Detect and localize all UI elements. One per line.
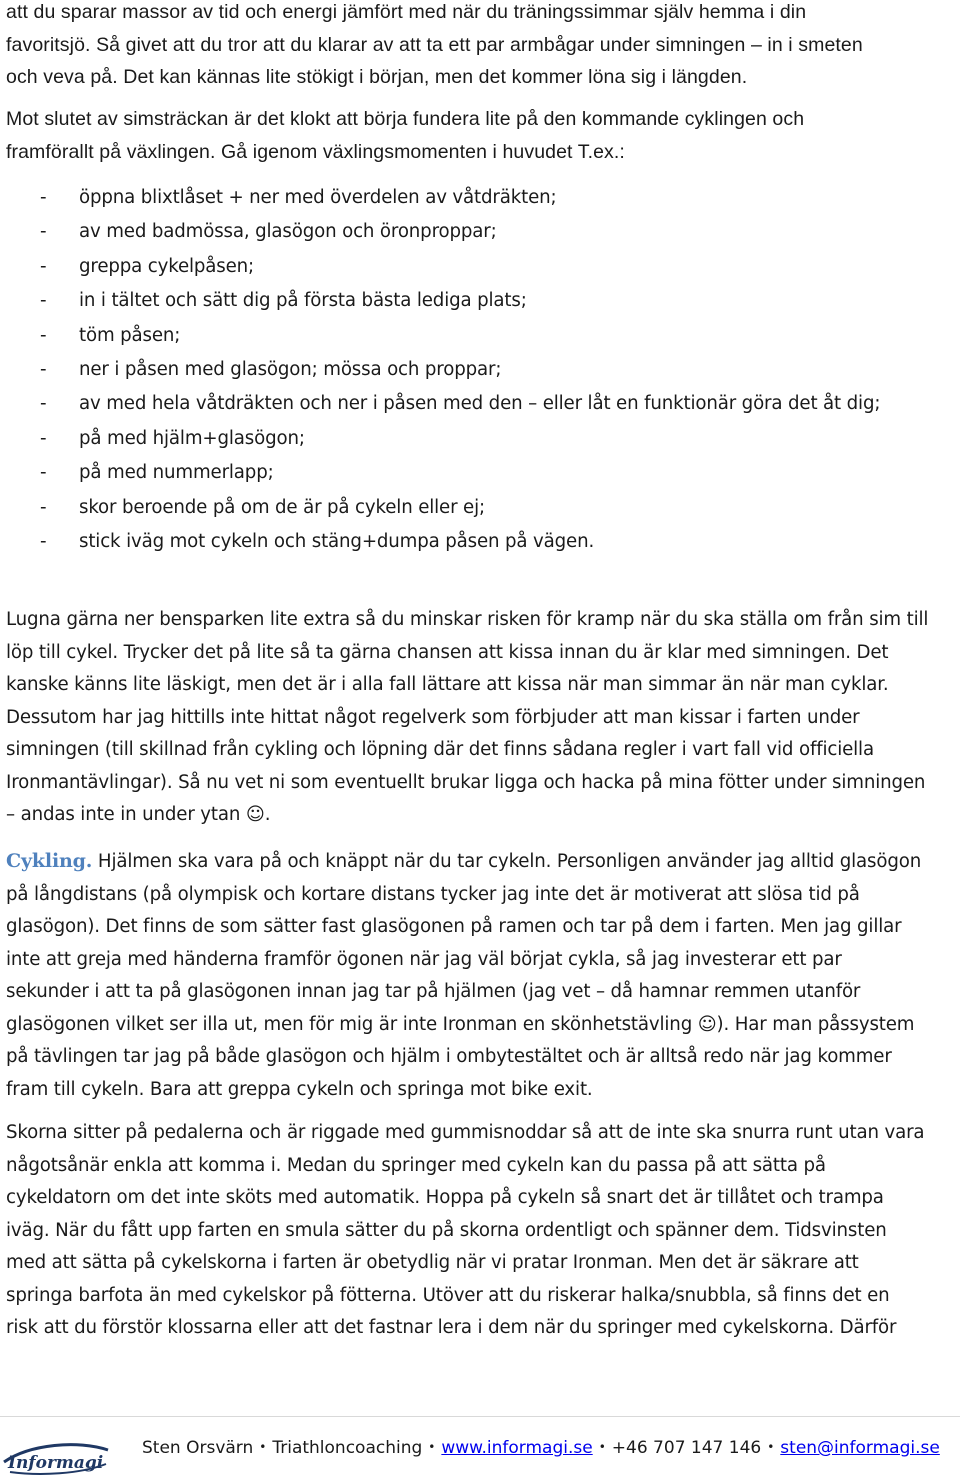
bullet-dash: -: [40, 255, 47, 277]
bullet-dash: -: [40, 187, 47, 208]
text-line: löp till cykel. Trycker det på lite så ta gärna chansen att kissa innan du är klar med simningen. Det: [6, 641, 889, 663]
text-line: på tävlingen tar jag på både glasögon och hjälm i ombytestältet och är alltså redo när jag kommer: [6, 1046, 892, 1067]
separator-dot: •: [259, 1440, 267, 1454]
separator-dot: •: [428, 1440, 436, 1454]
separator-dot: •: [767, 1440, 775, 1454]
list-item-text: stick iväg mot cykeln och stäng+dumpa påsen på vägen.: [79, 531, 595, 553]
logo-text: Informagi: [8, 1453, 104, 1473]
email-link[interactable]: sten@informagi.se: [780, 1438, 940, 1458]
intro-paragraph: [6, 0, 960, 94]
list-item-text: av med hela våtdräkten och ner i påsen med den – eller låt en funktionär göra det åt dig;: [79, 393, 881, 415]
informagi-logo: [0, 1432, 112, 1480]
text-line: att du sparar massor av tid och energi jämfört med när du träningssimmar själv hemma i din: [6, 1, 807, 23]
text-line: framförallt på växlingen. Gå igenom växlingsmomenten i huvudet T.ex.:: [6, 140, 625, 163]
list-item: [6, 491, 960, 525]
bullet-dash: -: [40, 496, 47, 518]
text-line: cykeldatorn om det inte sköts med automatik. Hoppa på cykeln så snart det är tillåtet och trampa: [6, 1187, 884, 1208]
text-line: risk att du förstör klossarna eller att det fastnar lera i dem när du springer med cykelskorna. Därför: [6, 1317, 897, 1338]
list-item-text: skor beroende på om de är på cykeln eller ej;: [79, 496, 485, 518]
text-line: inte att greja med händerna framför ögonen när jag väl börjat cykla, så jag investerar ett par: [6, 948, 842, 970]
text-line: någotsånär enkla att komma i. Medan du springer med cykeln kan du passa på att sätta på: [6, 1154, 826, 1176]
text-line: simningen (till skillnad från cykling och löpning där det finns sådana regler i vart fall vid officiella: [6, 739, 874, 760]
list-item: [6, 353, 960, 387]
bullet-dash: -: [40, 462, 47, 484]
text-line: Skorna sitter på pedalerna och är riggade med gummisnoddar så att de inte ska snurra runt utan vara: [6, 1122, 925, 1143]
shoes-paragraph: [6, 1117, 960, 1345]
list-item-text: töm påsen;: [79, 324, 181, 346]
text-line: – andas inte in under ytan ☺.: [6, 804, 271, 825]
phone-number: +46 707 147 146: [611, 1438, 762, 1458]
text-line: och veva på. Det kan kännas lite stökigt i början, men det kommer löna sig i längden.: [6, 66, 748, 88]
list-item: [6, 215, 960, 249]
bullet-dash: -: [40, 393, 47, 415]
text-line: Ironmantävlingar). Så nu vet ni som eventuellt brukar ligga och hacka på mina fötter under simningen: [6, 771, 926, 793]
list-item: [6, 181, 960, 215]
list-item-text: av med badmössa, glasögon och öronproppar;: [79, 221, 497, 243]
list-item-text: greppa cykelpåsen;: [79, 255, 255, 277]
bullet-dash: -: [40, 221, 47, 243]
bullet-dash: -: [40, 531, 47, 553]
transition-steps-list: [6, 181, 960, 559]
footer-contact: [142, 1438, 940, 1458]
text-line: [6, 845, 960, 879]
bullet-dash: -: [40, 359, 47, 381]
bullet-dash: -: [40, 324, 47, 346]
bullet-dash: -: [40, 427, 47, 449]
transition-intro-paragraph: [6, 103, 960, 168]
text-span: Hjälmen ska vara på och knäppt när du tar cykeln. Personligen använder jag alltid glasögon: [92, 851, 922, 872]
text-line: springa barfota än med cykelskor på fötterna. Utöver att du riskerar halka/snubbla, så finns det en: [6, 1284, 890, 1306]
list-item: [6, 250, 960, 284]
list-item: [6, 284, 960, 318]
list-item: [6, 422, 960, 456]
list-item-text: in i tältet och sätt dig på första bästa lediga plats;: [79, 290, 527, 312]
text-line: glasögonen vilket ser illa ut, men för mig är inte Ironman en skönhetstävling ☺). Har man påssystem: [6, 1013, 915, 1035]
list-item: [6, 525, 960, 559]
footer-divider: [0, 1416, 960, 1417]
text-line: Mot slutet av simsträckan är det klokt att börja fundera lite på den kommande cyklingen och: [6, 108, 805, 130]
text-line: fram till cykeln. Bara att greppa cykeln och springa mot bike exit.: [6, 1078, 593, 1100]
text-line: Dessutom har jag hittills inte hittat något regelverk som förbjuder att man kissar i farten under: [6, 706, 860, 728]
cycling-heading: Cykling.: [6, 850, 93, 872]
author-name: Sten Orsvärn: [142, 1438, 254, 1458]
text-line: sekunder i att ta på glasögonen innan jag tar på hjälmen (jag vet – då hamnar remmen utanför: [6, 981, 861, 1002]
text-line: glasögon). Det finns de som sätter fast glasögonen på ramen och tar på dem i farten. Men jag gillar: [6, 916, 902, 937]
text-line: Lugna gärna ner bensparken lite extra så du minskar risken för kramp när du ska ställa om från sim till: [6, 609, 929, 630]
cycling-paragraph: [6, 845, 960, 1106]
separator-dot: •: [598, 1440, 606, 1454]
list-item: [6, 456, 960, 490]
text-line: favoritsjö. Så givet att du tror att du klarar av att ta ett par armbågar under simningen – in i smeten: [6, 33, 863, 56]
text-line: med att sätta på cykelskorna i farten är obetydlig när vi pratar Ironman. Men det är säkrare att: [6, 1252, 859, 1273]
list-item-text: på med hjälm+glasögon;: [79, 427, 305, 449]
kick-paragraph: [6, 604, 960, 832]
tagline: Triathloncoaching: [272, 1438, 423, 1458]
text-line: på långdistans (på olympisk och kortare distans tycker jag inte det är motiverat att slösa tid på: [6, 883, 860, 905]
list-item-text: ner i påsen med glasögon; mössa och proppar;: [79, 359, 502, 381]
bullet-dash: -: [40, 290, 47, 312]
text-line: iväg. När du fått upp farten en smula sätter du på skorna ordentligt och spänner dem. Tidsvinsten: [6, 1219, 887, 1241]
list-item: [6, 319, 960, 353]
text-line: kanske känns lite läskigt, men det är i alla fall lättare att kissa när man simmar än när man cyklar.: [6, 674, 889, 695]
list-item-text: på med nummerlapp;: [79, 462, 274, 484]
list-item: [6, 387, 960, 421]
page-footer: [0, 1428, 960, 1480]
website-link[interactable]: www.informagi.se: [441, 1438, 593, 1458]
list-item-text: öppna blixtlåset + ner med överdelen av våtdräkten;: [79, 187, 557, 208]
